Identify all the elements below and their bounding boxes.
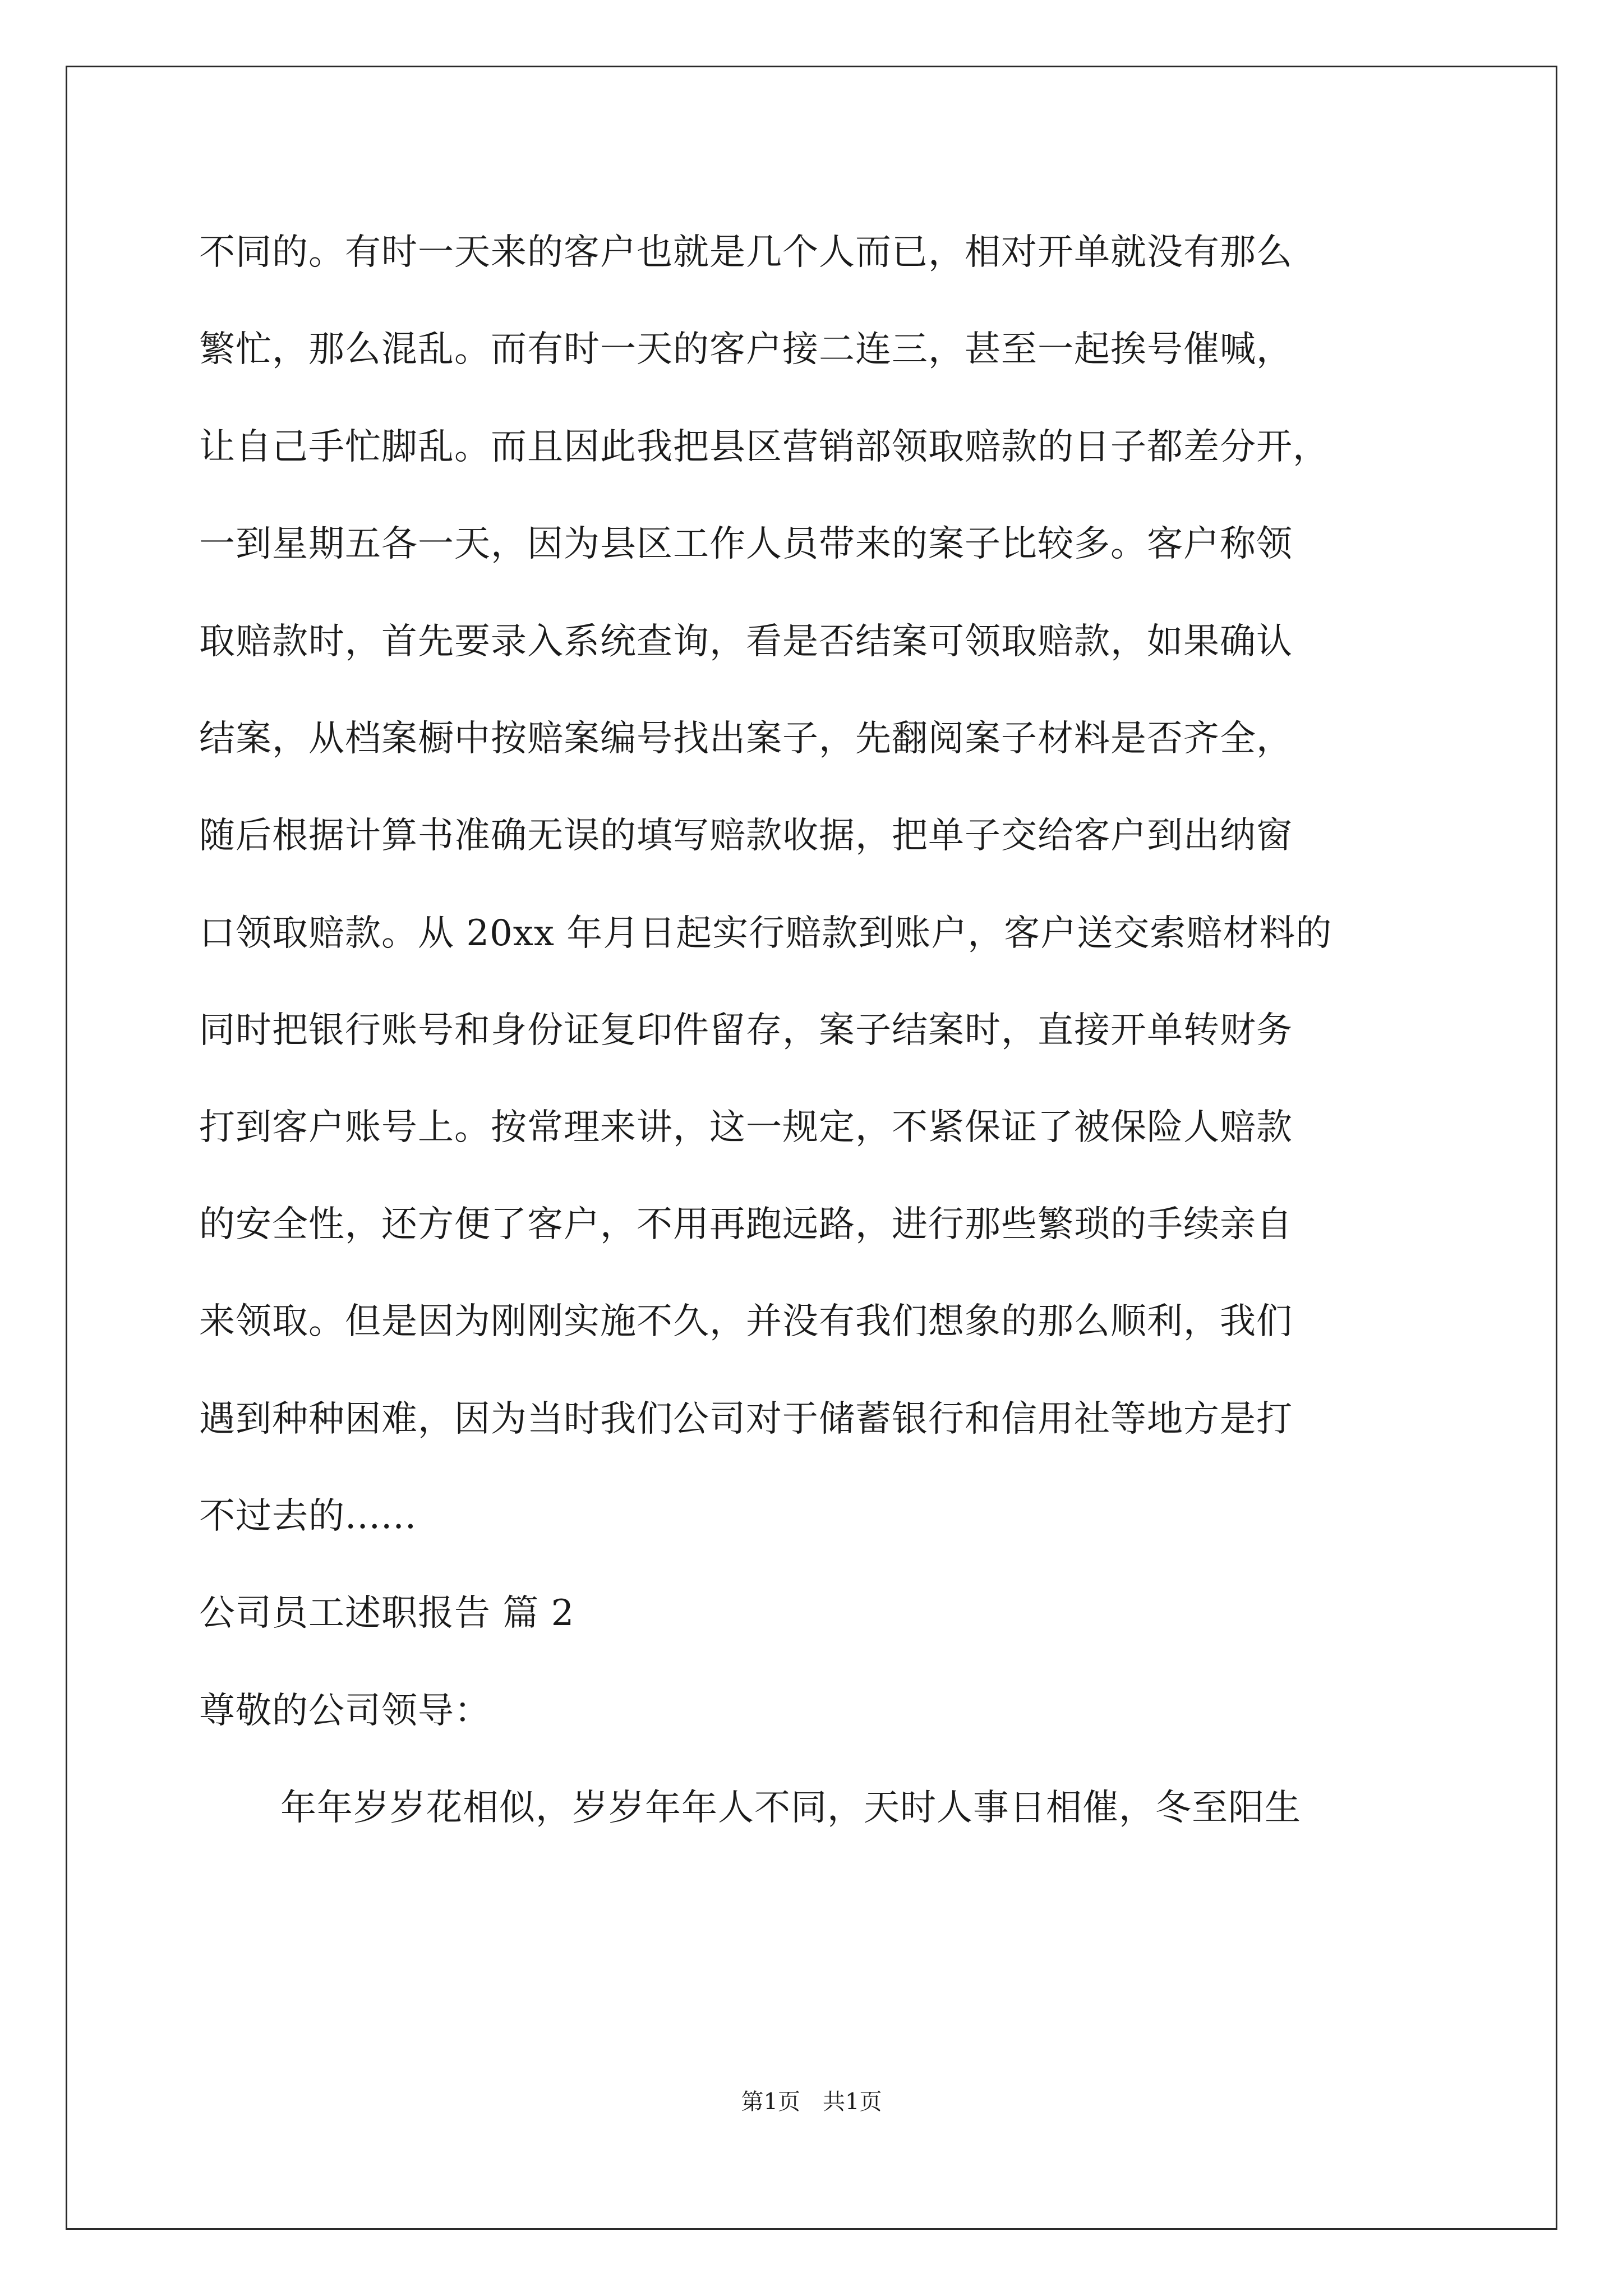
- body-line: 随后根据计算书准确无误的填写赔款收据，把单子交给客户到出纳窗: [199, 815, 1293, 857]
- body-line: 一到星期五各一天，因为县区工作人员带来的案子比较多。客户称领: [199, 523, 1293, 565]
- page-footer: 第1页 共1页: [741, 2089, 882, 2115]
- body-line: 同时把银行账号和身份证复印件留存，案子结案时，直接开单转财务: [199, 1010, 1293, 1051]
- salutation: 尊敬的公司领导：: [199, 1690, 491, 1732]
- body-line: 让自己手忙脚乱。而且因此我把县区营销部领取赔款的日子都差分开，: [199, 426, 1329, 468]
- section-title: 公司员工述职报告 篇 2: [199, 1593, 575, 1634]
- body-line: 口领取赔款。从 20xx 年月日起实行赔款到账户，客户送交索赔材料的: [199, 913, 1332, 954]
- opening-line: 年年岁岁花相似，岁岁年年人不同，天时人事日相催，冬至阳生: [280, 1787, 1301, 1829]
- body-line: 的安全性，还方便了客户，不用再跑远路，进行那些繁琐的手续亲自: [199, 1204, 1293, 1245]
- body-line: 打到客户账号上。按常理来讲，这一规定，不紧保证了被保险人赔款: [199, 1107, 1293, 1148]
- body-line: 遇到种种困难，因为当时我们公司对于储蓄银行和信用社等地方是打: [199, 1398, 1293, 1440]
- body-line: 繁忙，那么混乱。而有时一天的客户接二连三，甚至一起挨号催喊，: [199, 329, 1293, 370]
- body-line: 来领取。但是因为刚刚实施不久，并没有我们想象的那么顺利，我们: [199, 1301, 1293, 1342]
- body-line: 不同的。有时一天来的客户也就是几个人而已，相对开单就没有那么: [199, 232, 1293, 273]
- body-line: 取赔款时，首先要录入系统查询，看是否结案可领取赔款，如果确认: [199, 621, 1293, 662]
- body-line: 不过去的......: [199, 1496, 417, 1537]
- body-line: 结案，从档案橱中按赔案编号找出案子，先翻阅案子材料是否齐全，: [199, 718, 1293, 760]
